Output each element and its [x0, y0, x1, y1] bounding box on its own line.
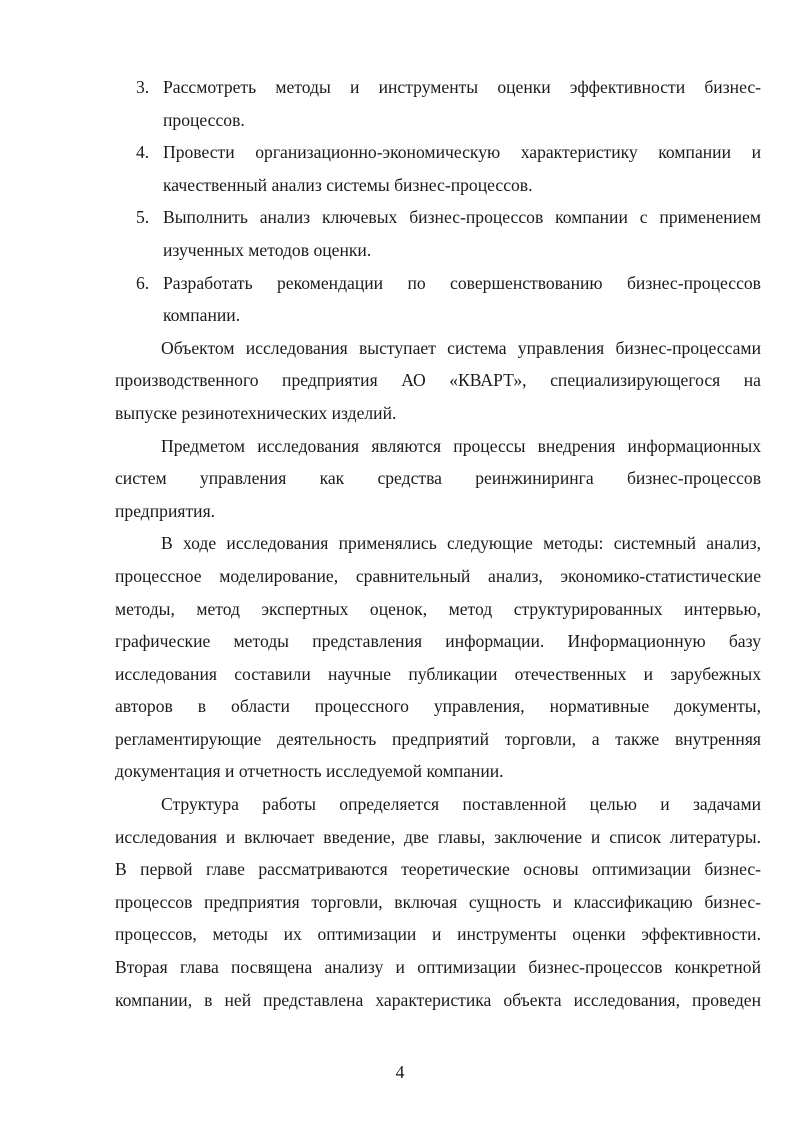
paragraph-line: исследования составили научные публикации отечественных и зарубежных [115, 663, 761, 684]
page-number: 4 [395, 1062, 405, 1082]
list-line: компании. [163, 305, 241, 326]
paragraph-line: Вторая глава посвящена анализу и оптимизации бизнес-процессов конкретной [115, 957, 761, 978]
paragraph-line: регламентирующие деятельность предприятий торговли, а также внутренняя [115, 728, 761, 749]
list-line: Выполнить анализ ключевых бизнес-процессов компании с применением [163, 207, 761, 228]
paragraph-structure [115, 788, 761, 1016]
paragraph-line: систем управления как средства реинжиниринга бизнес-процессов [115, 468, 761, 489]
list-number: 5. [136, 207, 150, 228]
paragraph-line: производственного предприятия АО «КВАРТ», специализирующегося на [115, 370, 761, 391]
list-item-6 [115, 267, 761, 332]
list-line: изученных методов оценки. [163, 239, 372, 260]
list-line: Разработать рекомендации по совершенствованию бизнес-процессов [163, 272, 761, 293]
paragraph-line: графические методы представления информации. Информационную базу [115, 631, 761, 652]
paragraph-line: исследования и включает введение, две главы, заключение и список литературы. [115, 826, 761, 847]
list-line: Рассмотреть методы и инструменты оценки эффективности бизнес- [163, 77, 761, 97]
paragraph-line: процессов, методы их оптимизации и инструменты оценки эффективности. [115, 924, 761, 945]
paragraph-line: В первой главе рассматриваются теоретические основы оптимизации бизнес- [115, 859, 761, 880]
paragraph-line: предприятия. [115, 500, 216, 521]
list-number: 3. [136, 77, 150, 97]
paragraph-line: авторов в области процессного управления, нормативные документы, [115, 696, 761, 717]
paragraph-line: компании, в ней представлена характеристика объекта исследования, проведен [115, 989, 761, 1010]
list-number: 6. [136, 272, 150, 293]
paragraph-line: В ходе исследования применялись следующие методы: системный анализ, [161, 533, 761, 554]
list-item-4 [115, 136, 761, 201]
paragraph-line: методы, метод экспертных оценок, метод структурированных интервью, [115, 598, 761, 619]
paragraph-subject [115, 430, 761, 528]
paragraph-line: процессное моделирование, сравнительный анализ, экономико-статистические [115, 565, 761, 586]
paragraph-object [115, 332, 761, 430]
list-line: качественный анализ системы бизнес-процессов. [163, 174, 533, 195]
list-line: процессов. [163, 109, 245, 130]
paragraph-methods [115, 527, 761, 788]
paragraph-line: выпуске резинотехнических изделий. [115, 402, 397, 423]
paragraph-line: документация и отчетность исследуемой компании. [115, 761, 504, 782]
text-column [115, 71, 761, 1016]
list-item-3 [115, 71, 761, 136]
paragraph-line: процессов предприятия торговли, включая сущность и классификацию бизнес- [115, 891, 761, 912]
list-item-5 [115, 201, 761, 266]
paragraph-line: Структура работы определяется поставленной целью и задачами [161, 794, 761, 815]
list-line: Провести организационно-экономическую характеристику компании и [163, 142, 761, 163]
list-number: 4. [136, 142, 150, 163]
paragraph-line: Объектом исследования выступает система управления бизнес-процессами [161, 337, 761, 358]
paragraph-line: Предметом исследования являются процессы внедрения информационных [161, 435, 761, 456]
